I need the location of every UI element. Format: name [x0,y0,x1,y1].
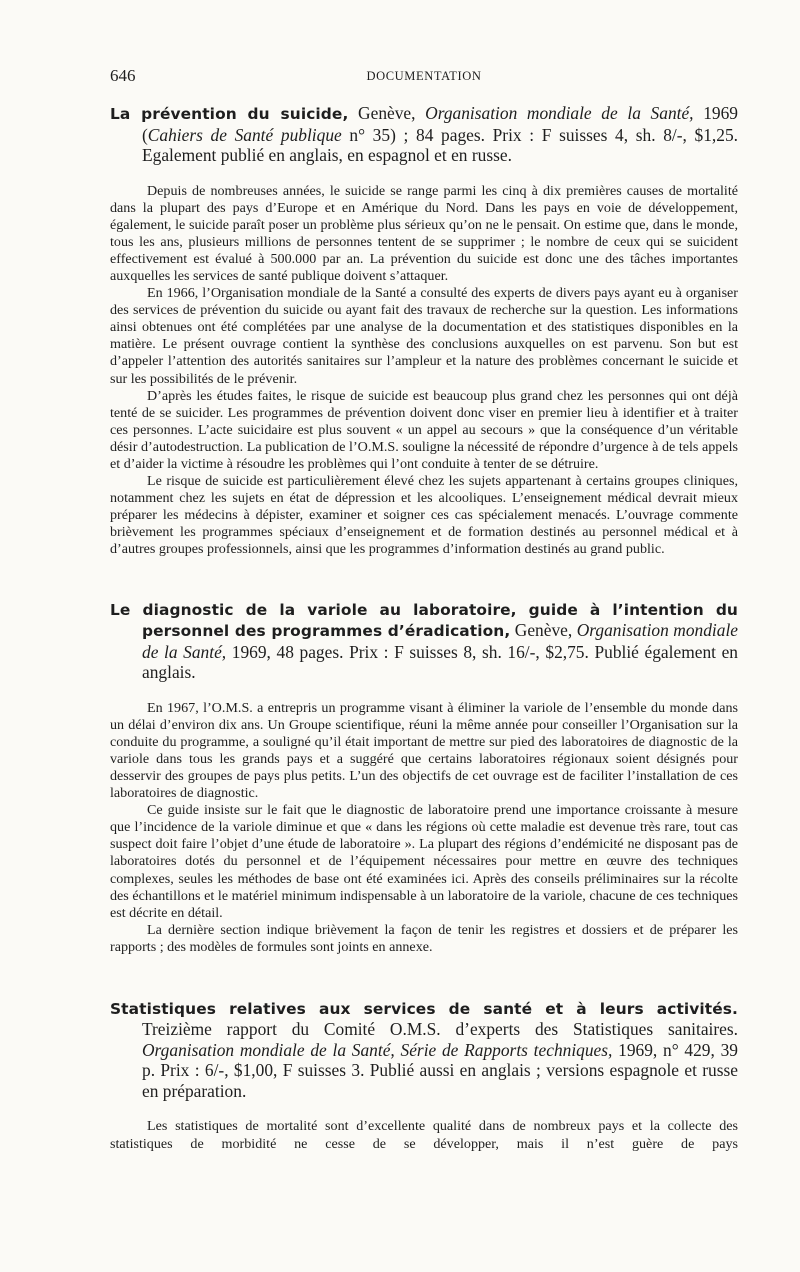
entry-publisher: Organisation mondiale de la Santé, Série de Rapports techniques, [142,1039,613,1060]
page-number: 646 [110,66,136,85]
section-spacer [110,559,738,599]
paragraph: D’après les études faites, le risque de suicide est beaucoup plus grand chez les personnes qui ont déjà tenté de se suicider. Les programmes de prévention doivent donc viser en premier lieu à identifier et à traiter ces personnes. L’acte suicidaire est plus souvent « un appel au secours » que la conséquence d’un véritable désir d’autodestruction. La publication de l’O.M.S. souligne la nécessité de répondre d’urgence à de tels appels et d’aider la victime à résoudre les problèmes qui l’ont conduite à tenter de se détruire. [110,387,738,472]
paragraph: Le risque de suicide est particulièrement élevé chez les sujets appartenant à certains groupes cliniques, notamment chez les sujets en état de dépression et les alcooliques. L’enseignement médical devrait mieux préparer les médecins à dépister, examiner et soigner ces cas spécialement menacés. L’ouvrage commente brièvement les programmes spéciaux d’enseignement et de formation destinés au personnel médical et à d’autres groupes professionnels, ainsi que les programmes d’information destinés au grand public. [110,473,738,558]
entry-title: La prévention du suicide, [110,105,349,123]
paragraph: La dernière section indique brièvement la façon de tenir les registres et dossiers et de préparer les rapports ; des modèles de formules sont joints en annexe. [110,921,738,955]
entry-series: Cahiers de Santé publique [147,124,342,145]
entry-citation: Genève, [510,620,577,641]
entry-heading [110,998,738,1102]
paragraph: En 1966, l’Organisation mondiale de la Santé a consulté des experts de divers pays ayant eu à organiser des services de prévention du suicide ou ayant fait des travaux de recherche sur la question. Les informations ainsi obtenues ont été complétées par une analyse de la documentation et des statistiques disponibles en la matière. Le présent ouvrage contient la synthèse des conclusions auxquelles on est parvenu. Son but est d’appeler l’attention des autorités sanitaires sur l’ampleur et la nature des problèmes concernant le suicide et sur les possibilités de le prévenir. [110,285,738,387]
paragraph: Les statistiques de mortalité sont d’excellente qualité dans de nombreux pays et la collecte des statistiques de morbidité ne cesse de se développer, mais il n’est guère de pays [110,1118,738,1152]
review-entry-suicide-prevention [110,103,738,559]
paragraph: En 1967, l’O.M.S. a entrepris un programme visant à éliminer la variole de l’ensemble du monde dans un délai d’environ dix ans. Un Groupe scientifique, réuni la même année pour conseiller l’Organisation sur la conduite du programme, a souligné qu’il était important de mettre sur pied des laboratoires de diagnostic de la variole dans tous les grands pays et a suggéré que certains laboratoires régionaux soient désignés pour desservir des groupes de pays plus petits. L’un des objectifs de cet ouvrage est de faciliter l’installation de ces laboratoires de diagnostic. [110,699,738,802]
entry-title: Le diagnostic de la variole au laboratoire, guide à l’intention du personnel des programmes d’éradication, [110,600,738,641]
entry-body [110,183,738,559]
entry-body [110,700,738,956]
entry-heading [110,599,738,683]
entry-citation: 1969, n° 429, 39 p. Prix : 6/-, $1,00, F suisses 3. Publié aussi en anglais ; versions espagnole et russe en préparation. [142,1039,738,1101]
entry-citation: n° 35) ; 84 pages. Prix : F suisses 4, sh. 8/-, $1,25. Egalement publié en anglais, en espagnol et en russe. [142,124,738,165]
entry-publisher: Organisation mondiale de la Santé, [425,103,694,123]
paragraph: Ce guide insiste sur le fait que le diagnostic de laboratoire prend une importance croissante à mesure que l’incidence de la variole diminue et que « dans les régions où cette maladie est devenue très rare, tout cas suspect doit faire l’objet d’une étude de laboratoire ». La plupart des régions d’endémicité ne disposant pas de laboratoires dotés du personnel et de l’équipement nécessaires pour mettre en œuvre des techniques complexes, seules les méthodes de base ont été examinées ici. Après des conseils préliminaires sur la récolte des échantillons et le matériel minimum indispensable à un laboratoire de la variole, chacune de ces techniques est décrite en détail. [110,802,738,921]
page-header [110,66,738,88]
entry-citation: Genève, [348,103,426,123]
review-entry-smallpox-diagnosis [110,599,738,956]
entry-title: Statistiques relatives aux services de santé et à leurs activités. [110,999,738,1018]
running-head: DOCUMENTATION [366,69,482,83]
entry-heading [110,103,738,166]
entry-citation: 1969 ( [142,103,738,145]
entry-citation: Treizième rapport du Comité O.M.S. d’experts des Statistiques sanitaires. [142,1019,738,1040]
entry-citation: 1969, 48 pages. Prix : F suisses 8, sh. 16/-, $2,75. Publié également en anglais. [142,641,738,683]
review-entry-health-statistics [110,998,738,1153]
entry-body [110,1118,738,1152]
section-spacer [110,956,738,998]
page-content [110,103,738,1153]
entry-publisher: Organisation mondiale de la Santé, [142,620,738,662]
paragraph: Depuis de nombreuses années, le suicide se range parmi les cinq à dix premières causes de mortalité dans la plupart des pays d’Europe et en Amérique du Nord. Dans les pays en voie de développement, également, le suicide paraît poser un problème plus sérieux qu’on ne le pensait. On estime que, dans le monde, tous les ans, plusieurs millions de personnes tentent de se supprimer ; le nombre de ceux qui se suicident effectivement est évalué à 500.000 par an. La prévention du suicide est donc une des tâches importantes auxquelles les services de santé publique doivent s’attaquer. [110,182,738,284]
